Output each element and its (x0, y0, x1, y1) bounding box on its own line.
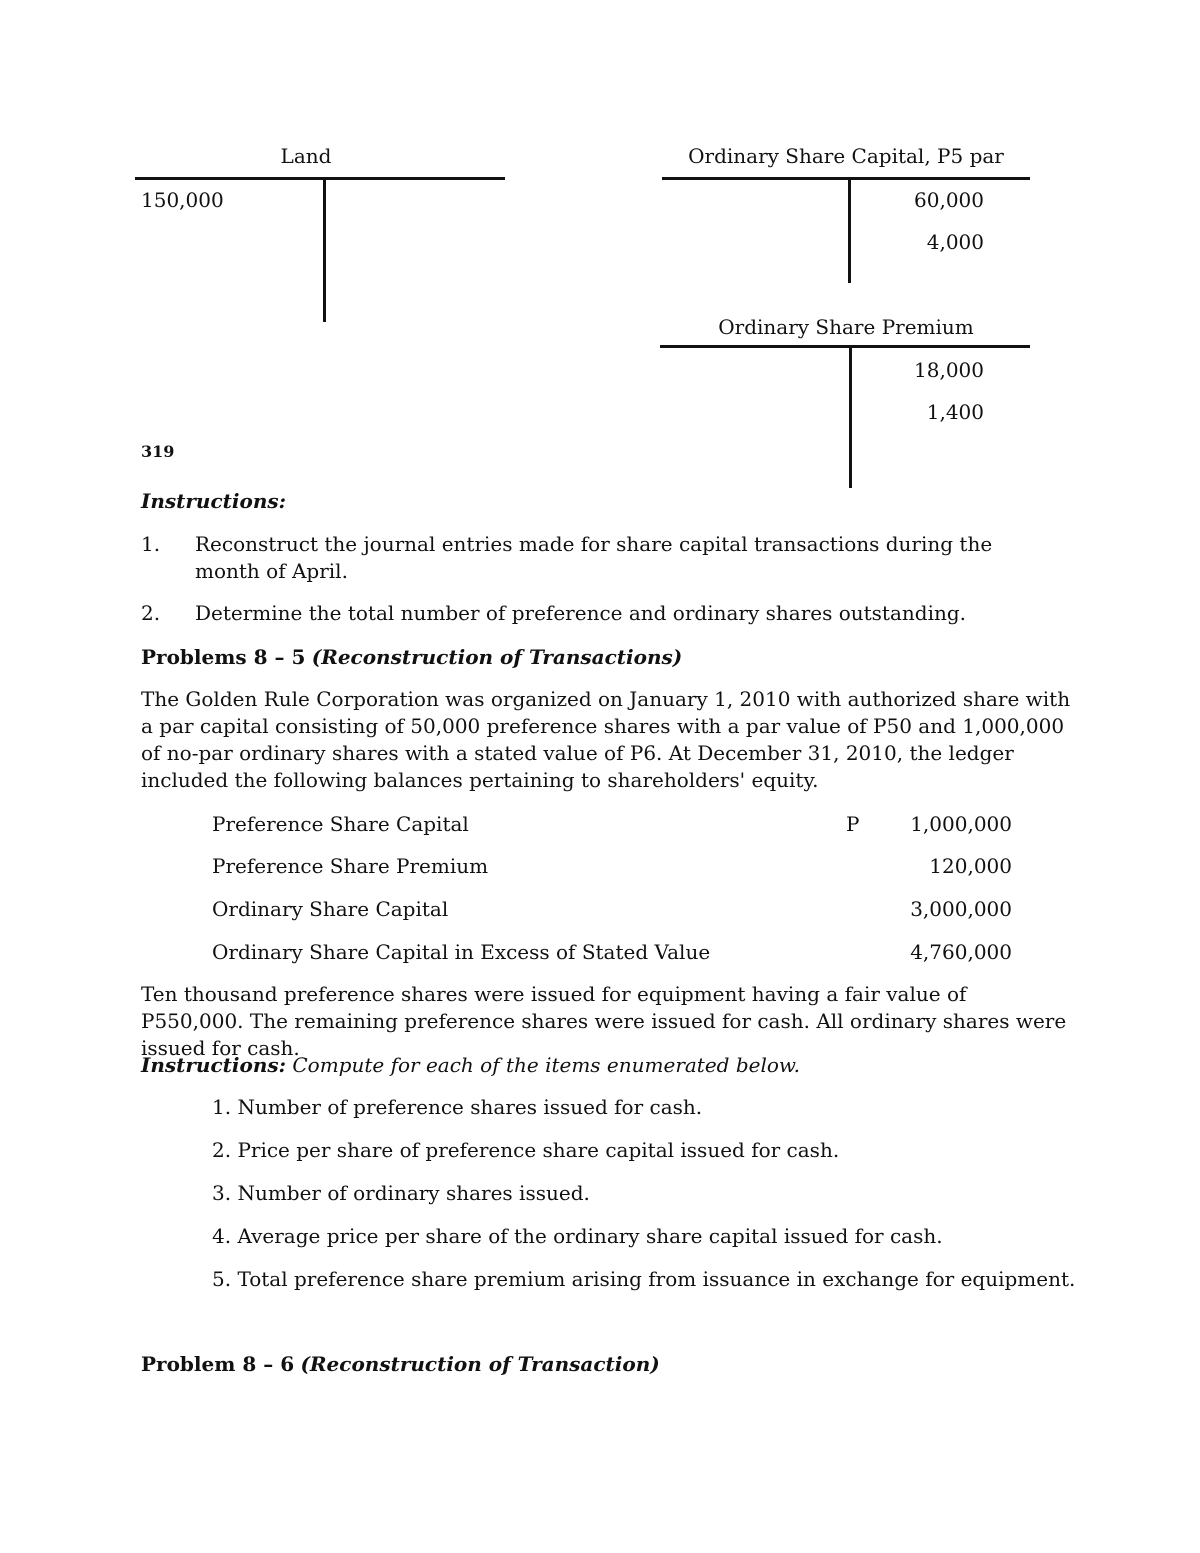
instruction-text: Determine the total number of preference and ordinary shares outstanding. (195, 601, 967, 625)
instruction-number: 1. (141, 532, 161, 556)
balance-amount: 120,000 (929, 854, 1012, 878)
problem-intro: The Golden Rule Corporation was organized on January 1, 2010 with authorized share with a par capital consisting of 50,000 preference shares with a par value of P50 and 1,000,000 of no-par ordinary shares with a stated value of P6. At December 31, 2010, the ledger included the following balances pertaining to shareholders' equity. (141, 687, 1071, 792)
t-account-title: Land (280, 144, 332, 168)
instructions-text: Compute for each of the items enumerated below. (292, 1053, 801, 1077)
problem-heading (141, 644, 682, 671)
problem-subtitle: (Reconstruction of Transaction) (300, 1352, 660, 1376)
balance-amount: 3,000,000 (910, 897, 1012, 921)
t-account-divider (848, 179, 851, 283)
t-account-top-line (135, 177, 505, 180)
problem-note: Ten thousand preference shares were issued for equipment having a fair value of P550,000. The remaining preference shares were issued for cash. All ordinary shares were issued for cash. (141, 982, 1067, 1060)
balance-label: Ordinary Share Capital in Excess of Stated Value (212, 940, 711, 964)
t-account-divider (323, 179, 326, 322)
problem-heading (141, 1351, 660, 1378)
list-item: 1. Number of preference shares issued for cash. (212, 1095, 703, 1119)
t-account-top-line (660, 345, 1030, 348)
instructions-heading: Instructions: (141, 489, 287, 513)
instructions-line (141, 1052, 800, 1079)
t-account-divider (849, 347, 852, 488)
t-account-credit-amount: 1,400 (926, 400, 984, 424)
balance-label: Preference Share Premium (212, 854, 489, 878)
t-account-credit-amount: 4,000 (926, 230, 984, 254)
list-item: 3. Number of ordinary shares issued. (212, 1181, 590, 1205)
balance-amount: 1,000,000 (910, 812, 1012, 836)
balance-label: Preference Share Capital (212, 812, 469, 836)
t-account-debit-amount: 150,000 (141, 188, 224, 212)
t-account-credit-amount: 18,000 (914, 358, 984, 382)
list-item: 5. Total preference share premium arising from issuance in exchange for equipment. (212, 1267, 1076, 1291)
problem-number: Problem 8 – 6 (141, 1352, 295, 1376)
balance-currency: P (846, 812, 860, 836)
t-account-credit-amount: 60,000 (914, 188, 984, 212)
problem-number: Problems 8 – 5 (141, 645, 306, 669)
balance-label: Ordinary Share Capital (212, 897, 449, 921)
t-account-title: Ordinary Share Premium (718, 315, 974, 339)
list-item: 2. Price per share of preference share capital issued for cash. (212, 1138, 840, 1162)
t-account-title: Ordinary Share Capital, P5 par (688, 144, 1004, 168)
instruction-text: Reconstruct the journal entries made for share capital transactions during the month of April. (195, 532, 993, 583)
list-item: 4. Average price per share of the ordinary share capital issued for cash. (212, 1224, 943, 1248)
problem-subtitle: (Reconstruction of Transactions) (311, 645, 683, 669)
instruction-number: 2. (141, 601, 161, 625)
page-number: 319 (141, 442, 175, 461)
balance-amount: 4,760,000 (910, 940, 1012, 964)
instructions-label: Instructions: (141, 1053, 287, 1077)
t-account-top-line (662, 177, 1030, 180)
